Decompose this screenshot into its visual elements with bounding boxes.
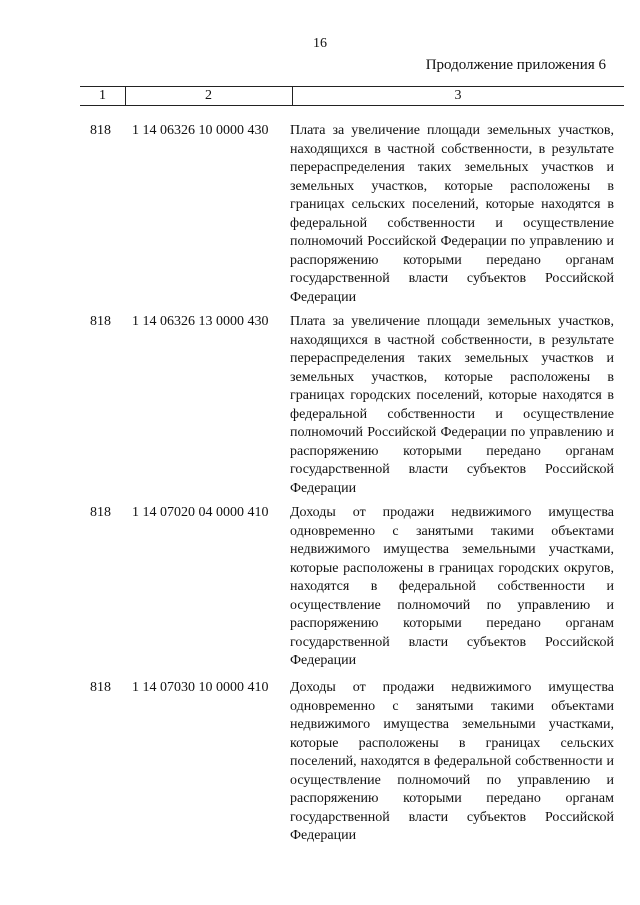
- table-header-col-3: 3: [454, 88, 462, 103]
- budget-classification-code: 1 14 06326 13 0000 430: [132, 314, 269, 329]
- admin-code: 818: [90, 505, 111, 520]
- revenue-description: Плата за увеличение площади земельных участков, находящихся в частной собственности, в результате перераспределения таких земельных участков и земельных участков, которые расположены в границах сельских поселений, которые находятся в федеральной собственности и осуществление полномочий Российской Федерации по управлению и распоряжению которыми передано органам государственной власти субъектов Российской Федерации: [290, 123, 614, 305]
- budget-classification-code: 1 14 06326 10 0000 430: [132, 123, 269, 138]
- table-header-col-1: 1: [80, 87, 126, 105]
- table-header-col-2: 2: [125, 87, 293, 105]
- admin-code: 818: [90, 680, 111, 695]
- appendix-note: Продолжение приложения 6: [425, 57, 606, 73]
- budget-classification-code: 1 14 07020 04 0000 410: [132, 505, 269, 520]
- revenue-description: Плата за увеличение площади земельных участков, находящихся в частной собственности, в результате перераспределения таких земельных участков и земельных участков, которые расположены в границах городских поселений, которые находятся в федеральной собственности и осуществление полномочий Российской Федерации по управлению и распоряжению которыми передано органам государственной власти субъектов Российской Федерации: [290, 314, 614, 496]
- page-number: 16: [313, 36, 327, 51]
- admin-code: 818: [90, 123, 111, 138]
- admin-code: 818: [90, 314, 111, 329]
- revenue-description: Доходы от продажи недвижимого имущества одновременно с занятыми такими объектами недвижимого имущества земельными участками, которые расположены в границах сельских поселений, находятся в федеральной собственности и осуществление полномочий по управлению и распоряжению которыми передано органам государственной власти субъектов Российской Федерации: [290, 680, 614, 843]
- budget-classification-code: 1 14 07030 10 0000 410: [132, 680, 269, 695]
- table-header-row: [80, 86, 624, 106]
- revenue-description: Доходы от продажи недвижимого имущества одновременно с занятыми такими объектами недвижимого имущества земельными участками, которые расположены в границах городских округов, находятся в федеральной собственности и осуществление полномочий по управлению и распоряжению которыми передано органам государственной власти субъектов Российской Федерации: [290, 505, 614, 668]
